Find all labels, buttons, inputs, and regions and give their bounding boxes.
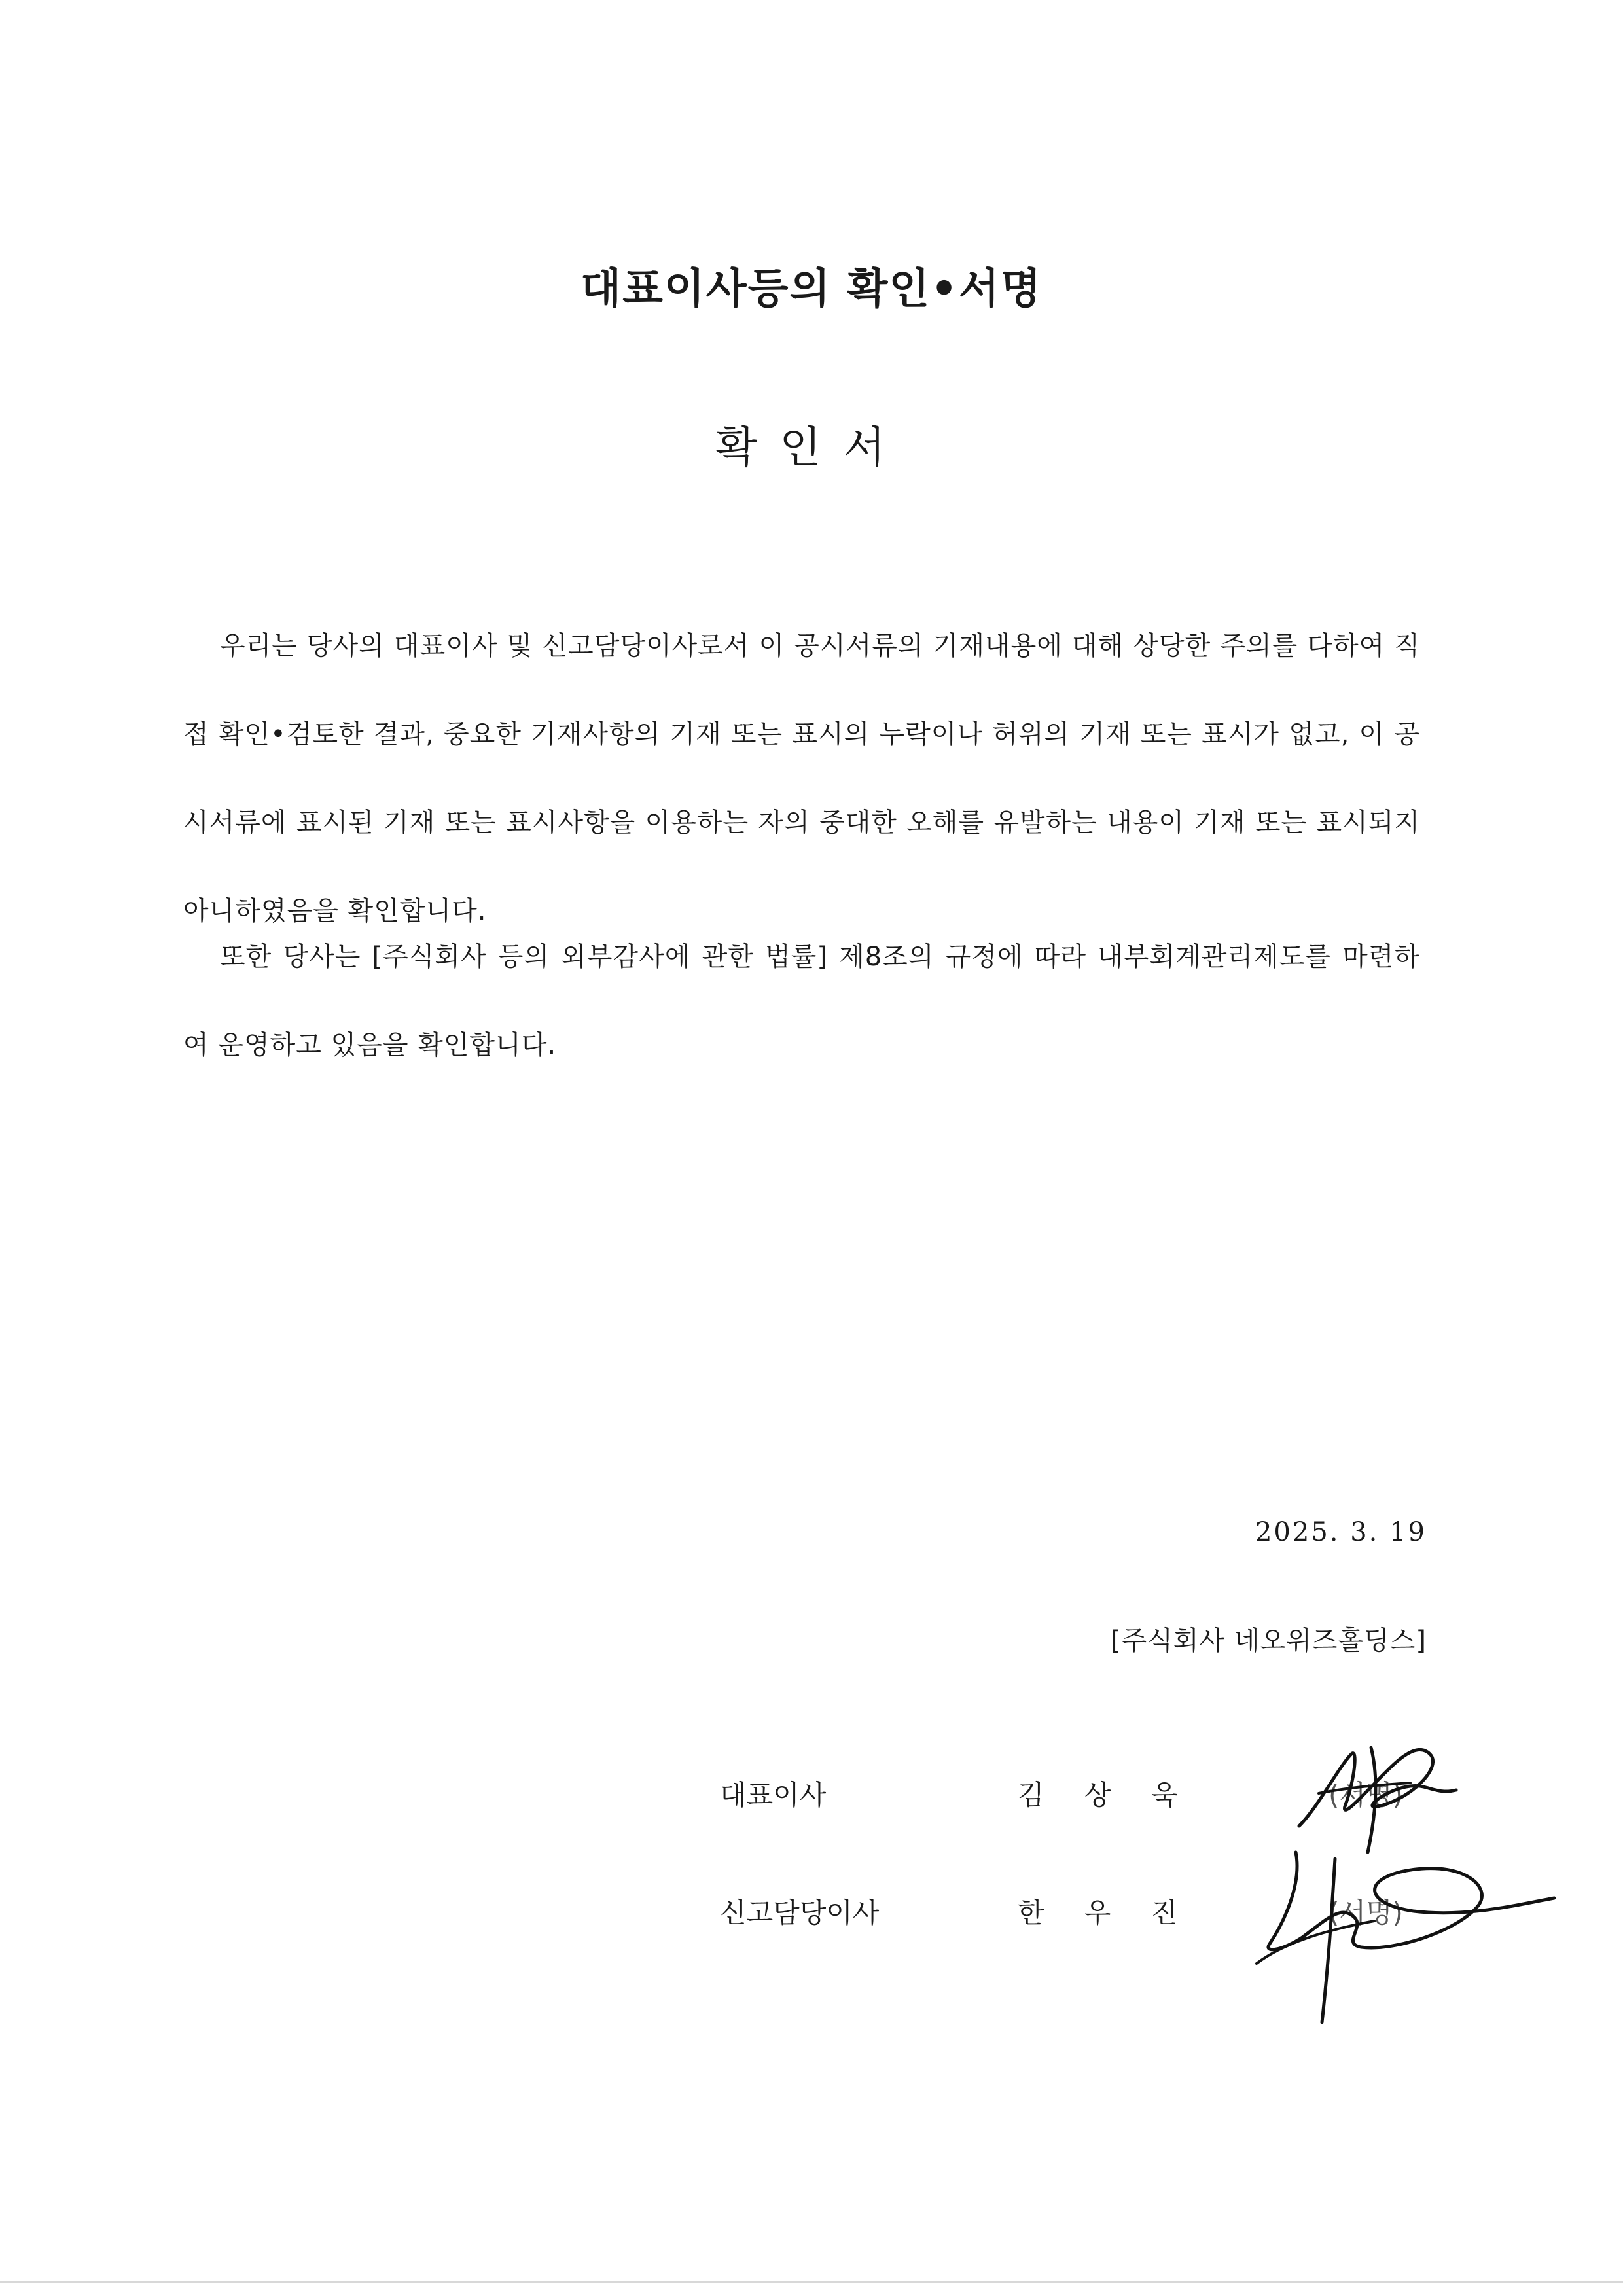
signatory-role: 대표이사 (720, 1779, 827, 1811)
signature-placeholder: (서명) (1329, 1779, 1403, 1811)
signature-placeholder: (서명) (1329, 1897, 1403, 1929)
signatory-row-reporting-director (0, 1892, 1623, 1944)
page-bottom-divider (0, 2281, 1623, 2283)
company-name: [주식회사 네오위즈홀딩스] (1111, 1626, 1427, 1656)
confirmation-paragraph: 우리는 당사의 대표이사 및 신고담당이사로서 이 공시서류의 기재내용에 대해 상당한 주의를 다하여 직접 확인•검토한 결과, 중요한 기재사항의 기재 또는 표시의 누락이나 허위의 기재 또는 표시가 없고, 이 공시서류에 표시된 기재 또는 표시사항을 이용하는 자의 중대한 오해를 유발하는 내용이 기재 또는 표시되지 아니하였음을 확인합니다. (183, 631, 1420, 926)
document-title: 대표이사등의 확인•서명 (580, 265, 1043, 314)
signatory-name: 김 상 욱 (1018, 1779, 1194, 1811)
signatory-role: 신고담당이사 (720, 1897, 880, 1929)
document-date: 2025. 3. 19 (1255, 1517, 1427, 1547)
signatory-row-ceo (0, 1774, 1623, 1826)
document-subtitle: 확인서 (715, 422, 908, 473)
signatory-name: 한 우 진 (1018, 1897, 1194, 1929)
internal-control-paragraph: 또한 당사는 [주식회사 등의 외부감사에 관한 법률] 제8조의 규정에 따라 내부회계관리제도를 마련하여 운영하고 있음을 확인합니다. (183, 942, 1420, 1060)
